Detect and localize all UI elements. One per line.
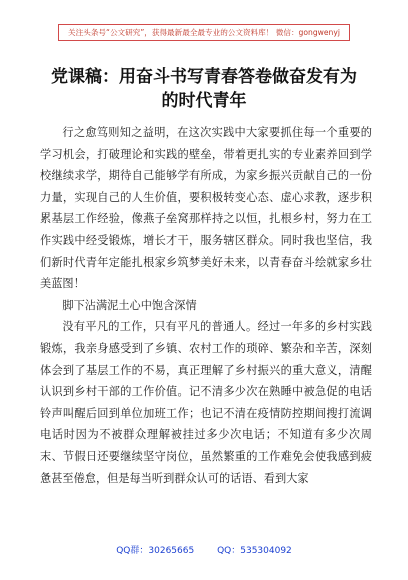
document-title-line-1: 党课稿：用奋斗书写青春答卷做奋发有为 (51, 67, 357, 87)
document-title-line-2: 的时代青年 (161, 91, 247, 111)
paragraph-section: 没有平凡的工作，只有平凡的普通人。经过一年多的乡村实践锻炼，我亲身感受到了乡镇、农村工作的琐碎、繁杂和辛苦，深刻体会到了基层工作的不易，真正理解了乡村振兴的重大意义，清醒认识到乡村干部的工作价值。记不清多少次在熟睡中被急促的电话铃声叫醒后回到单位加班工作；也记不清在疫情防控期间搜打流调电话时因为不被群众理解被挂过多少次电话；不知道有多少次周末、节假日还要继续坚守岗位，虽然繁重的工作难免会使我感到疲惫甚至倦怠，但是每当听到群众认可的话语、看到大家 (40, 320, 372, 485)
contact-footer (0, 543, 408, 556)
promo-banner (58, 24, 350, 41)
qq-label: QQ：535304092 (217, 546, 292, 556)
document-body (40, 122, 372, 489)
section-subheading: 脚下沾满泥土心中饱含深情 (62, 298, 197, 312)
promo-banner-text: 关注头条号“公文研究”，获得最新最全最专业的公文资料库！ 微信：gongwenyj (68, 28, 340, 37)
qq-group-label: QQ群：30265665 (116, 546, 195, 556)
paragraph-intro: 行之愈笃则知之益明，在这次实践中大家要抓住每一个重要的学习机会，打破理论和实践的壁垒，带着更扎实的专业素养回到学校继续求学，期待自己能够学有所成，为家乡振兴贡献自己的一份力量，实现自己的人生价值，要积极转变心态、虚心求教，逐步积累基层工作经验，像燕子垒窝那样持之以恒，扎根乡村，努力在工作实践中经受锻炼，增长才干，服务辖区群众。同时我也坚信，我们新时代青年定能扎根家乡筑梦美好未来，以青春奋斗绘就家乡壮美蓝图！ (40, 126, 372, 291)
